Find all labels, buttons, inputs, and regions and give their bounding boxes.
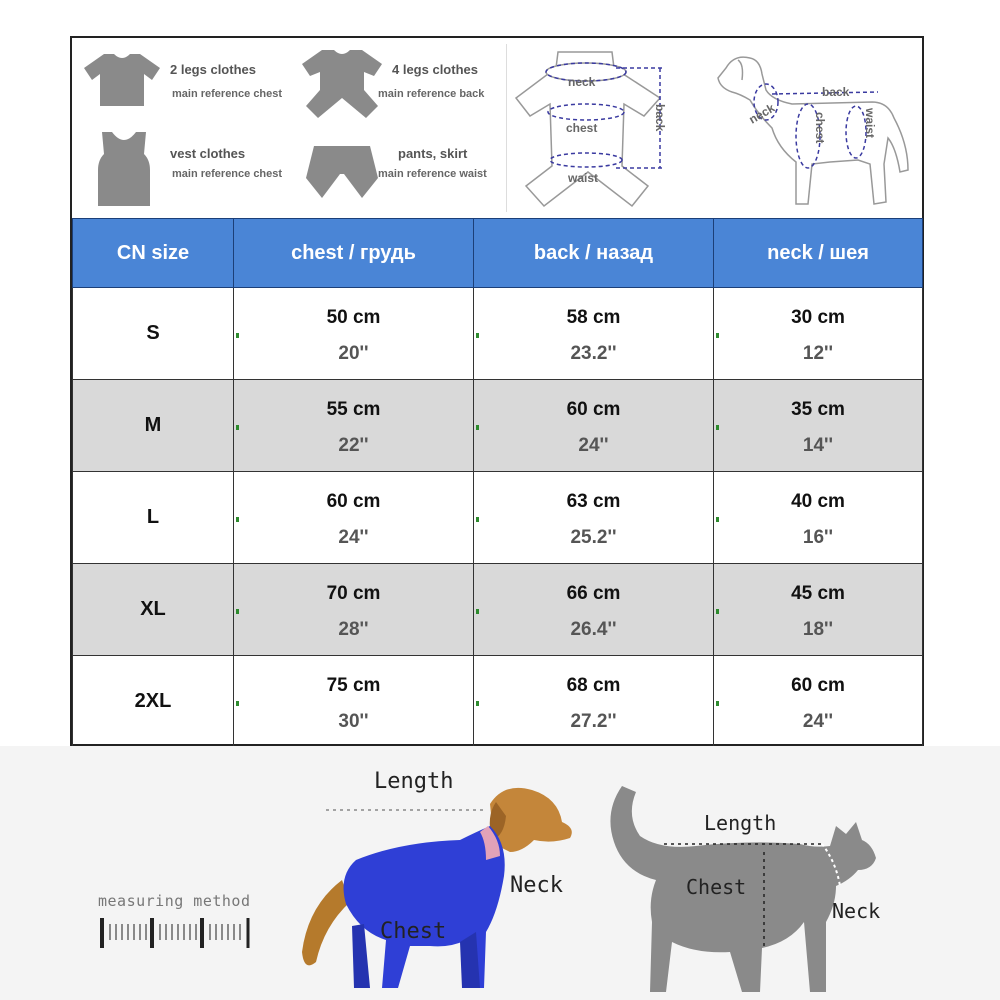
size-label: M [144, 414, 162, 436]
table-row [73, 656, 923, 748]
back-cell [474, 656, 714, 748]
corner-tick-icon [716, 425, 719, 430]
back-cell [474, 288, 714, 380]
size-chart-frame [70, 36, 924, 746]
garment-measure-diagram [512, 42, 682, 214]
legend-four-legs-title: 4 legs clothes [392, 62, 478, 77]
size-table [72, 218, 923, 748]
neck-cell [714, 564, 923, 656]
corner-tick-icon [476, 609, 479, 614]
corner-tick-icon [476, 517, 479, 522]
corner-tick-icon [236, 609, 239, 614]
legend-two-legs-title: 2 legs clothes [170, 62, 256, 77]
back-cell [474, 564, 714, 656]
neck-cell [714, 472, 923, 564]
neck-inch: 24'' [802, 710, 834, 732]
neck-cell [714, 656, 923, 748]
corner-tick-icon [236, 517, 239, 522]
dog-back-label: back [822, 85, 850, 99]
header-cn-size: CN size [73, 219, 234, 288]
dog-neck-label: neck [746, 100, 778, 127]
dog-waist-label: waist [863, 108, 877, 139]
garment-back-label: back [653, 104, 667, 132]
back-inch: 26.4'' [570, 618, 617, 640]
legend-four-legs-sub: main reference back [378, 88, 485, 100]
dog-chest-label: chest [813, 112, 827, 144]
table-row [73, 380, 923, 472]
neck-inch: 18'' [802, 618, 834, 640]
chest-cell [234, 288, 474, 380]
size-label: L [146, 506, 160, 528]
legend-pants-title: pants, skirt [398, 146, 468, 161]
header-back: back / назад [474, 219, 714, 288]
chest-cm: 60 cm [326, 490, 381, 512]
table-row [73, 288, 923, 380]
vest-icon [94, 130, 154, 208]
legend-pants-sub: main reference waist [378, 168, 487, 180]
panel-divider [506, 44, 507, 212]
garment-chest-label: chest [566, 121, 598, 135]
chest-inch: 28'' [338, 618, 369, 640]
size-label: S [146, 322, 160, 344]
chest-cm: 55 cm [326, 398, 381, 420]
chest-inch: 22'' [338, 434, 369, 456]
corner-tick-icon [476, 333, 479, 338]
table-header-row [73, 219, 923, 288]
corner-tick-icon [716, 609, 719, 614]
reference-panel [72, 38, 922, 218]
garment-waist-label: waist [568, 171, 599, 185]
back-cm: 63 cm [566, 490, 621, 512]
chest-cm: 75 cm [326, 674, 381, 696]
neck-cm: 35 cm [791, 398, 845, 420]
cat-length-label: Length [704, 811, 777, 835]
dog-length-label: Length [374, 769, 454, 794]
cat-silhouette-illustration [600, 782, 900, 1000]
neck-inch: 14'' [802, 434, 834, 456]
legend-vest-sub: main reference chest [172, 168, 283, 180]
back-cm: 68 cm [566, 674, 621, 696]
header-neck: neck / шея [714, 219, 923, 288]
corner-tick-icon [476, 425, 479, 430]
size-label: XL [140, 598, 166, 620]
cat-neck-label: Neck [832, 899, 881, 923]
four-legs-garment-icon [300, 46, 384, 126]
back-inch: 24'' [578, 434, 609, 456]
chest-cm: 70 cm [326, 582, 381, 604]
legend-two-legs-sub: main reference chest [172, 88, 283, 100]
dog-measure-diagram [712, 44, 912, 214]
table-row [73, 472, 923, 564]
chest-cell [234, 380, 474, 472]
size-cell [73, 564, 234, 656]
chest-inch: 24'' [338, 526, 369, 548]
table-row [73, 564, 923, 656]
back-inch: 23.2'' [570, 342, 617, 364]
back-inch: 25.2'' [570, 526, 617, 548]
back-cm: 60 cm [566, 398, 621, 420]
neck-cm: 40 cm [791, 490, 845, 512]
neck-cell [714, 380, 923, 472]
corner-tick-icon [236, 333, 239, 338]
corner-tick-icon [716, 701, 719, 706]
measuring-method-section [0, 746, 1000, 1000]
neck-inch: 12'' [802, 342, 834, 364]
ruler-icon [98, 916, 258, 952]
neck-inch: 16'' [802, 526, 834, 548]
tshirt-icon [82, 50, 162, 110]
chest-inch: 20'' [338, 342, 369, 364]
header-chest: chest / грудь [234, 219, 474, 288]
corner-tick-icon [476, 701, 479, 706]
dog-chest-label: Chest [380, 919, 447, 944]
corner-tick-icon [716, 517, 719, 522]
corner-tick-icon [236, 425, 239, 430]
pants-icon [304, 144, 380, 200]
neck-cm: 45 cm [791, 582, 845, 604]
garment-neck-label: neck [568, 75, 596, 89]
corner-tick-icon [716, 333, 719, 338]
cat-chest-label: Chest [686, 875, 747, 899]
chest-cell [234, 656, 474, 748]
size-cell [73, 472, 234, 564]
size-cell [73, 380, 234, 472]
back-cm: 58 cm [566, 306, 621, 328]
back-cell [474, 472, 714, 564]
measuring-method-label: measuring method [98, 892, 251, 910]
size-cell [73, 656, 234, 748]
size-cell [73, 288, 234, 380]
chest-cm: 50 cm [326, 306, 381, 328]
dog-neck-label: Neck [510, 873, 563, 898]
back-cm: 66 cm [566, 582, 621, 604]
size-label: 2XL [134, 690, 172, 712]
chest-inch: 30'' [338, 710, 369, 732]
back-cell [474, 380, 714, 472]
chest-cell [234, 564, 474, 656]
corner-tick-icon [236, 701, 239, 706]
chest-cell [234, 472, 474, 564]
legend-vest-title: vest clothes [170, 146, 246, 161]
neck-cell [714, 288, 923, 380]
neck-cm: 30 cm [791, 306, 845, 328]
back-inch: 27.2'' [570, 710, 617, 732]
dog-suit-illustration [290, 756, 590, 1000]
neck-cm: 60 cm [791, 674, 845, 696]
